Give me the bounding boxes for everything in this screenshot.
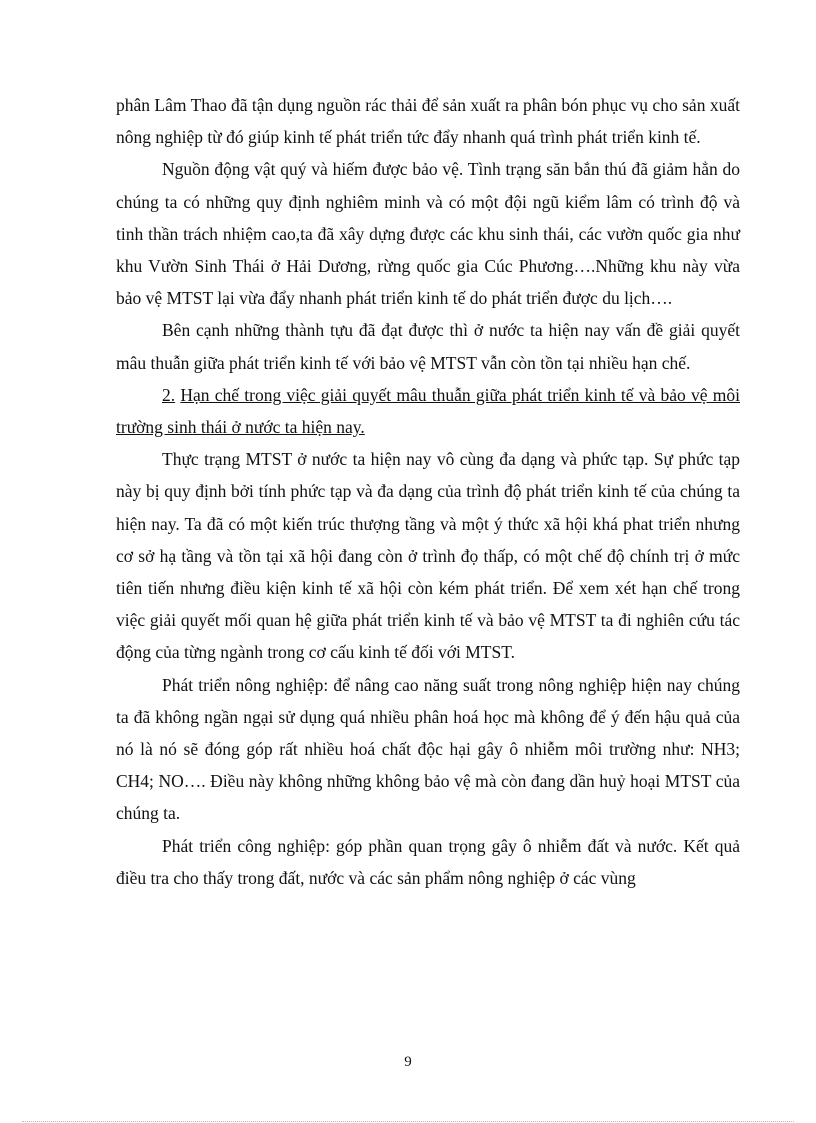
section-number: 2. (162, 384, 176, 405)
document-page (116, 89, 740, 894)
section-title: Hạn chế trong việc giải quyết mâu thuẫn giữa phát triển kinh tế và bảo vệ môi trường sinh thái ở nước ta hiện nay. (116, 384, 740, 438)
page-number: 9 (404, 1054, 412, 1070)
page-bottom-divider (22, 1121, 794, 1122)
paragraph-industry: Phát triển công nghiệp: góp phần quan trọng gây ô nhiễm đất và nước. Kết quả điều tra cho thấy trong đất, nước và các sản phẩm nông nghiệp ở các vùng (116, 835, 740, 888)
paragraph-situation: Thực trạng MTST ở nước ta hiện nay vô cùng đa dạng và phức tạp. Sự phức tạp này bị quy định bởi tính phức tạp và đa dạng của trình độ phát triển kinh tế của chúng ta hiện nay. Ta đã có một kiến trúc thượng tầng và một ý thức xã hội khá phat triển nhưng cơ sở hạ tầng và tồn tại xã hội đang còn ở trình đọ thấp, có một chế độ chính trị ở mức tiên tiến nhưng điều kiện kinh tế xã hội còn kém phát triển. Để xem xét hạn chế trong việc giải quyết mối quan hệ giữa phát triển kinh tế và bảo vệ MTST ta đi nghiên cứu tác động của từng ngành trong cơ cấu kinh tế đối với MTST. (116, 449, 740, 663)
paragraph-continuation: phân Lâm Thao đã tận dụng nguồn rác thải để sản xuất ra phân bón phục vụ cho sản xuất nông nghiệp từ đó giúp kinh tế phát triển tức đẩy nhanh quá trình phát triển kinh tế. (116, 95, 740, 148)
paragraph-wildlife: Nguồn động vật quý và hiếm được bảo vệ. Tình trạng săn bắn thú đã giảm hẳn do chúng ta có những quy định nghiêm minh và có một đội ngũ kiểm lâm có trình độ và tinh thần trách nhiệm cao,ta đã xây dựng được các khu sinh thái, các vườn quốc gia như khu Vườn Sinh Thái ở Hải Dương, rừng quốc gia Cúc Phương….Những khu này vừa bảo vệ MTST lại vừa đẩy nhanh phát triển kinh tế do phát triển được du lịch…. (116, 159, 740, 309)
paragraph-limitations-intro: Bên cạnh những thành tựu đã đạt được thì ở nước ta hiện nay vấn đề giải quyết mâu thuẫn giữa phát triển kinh tế với bảo vệ MTST vẫn còn tồn tại nhiều hạn chế. (116, 320, 740, 373)
section-heading (116, 379, 740, 443)
paragraph-agriculture: Phát triển nông nghiệp: để nâng cao năng suất trong nông nghiệp hiện nay chúng ta đã không ngần ngại sử dụng quá nhiều phân hoá học mà không để ý đến hậu quả của nó là nó sẽ đóng góp rất nhiều hoá chất độc hại gây ô nhiễm môi trường như: NH3; CH4; NO…. Điều này không những không bảo vệ mà còn đang dần huỷ hoại MTST của chúng ta. (116, 674, 740, 824)
